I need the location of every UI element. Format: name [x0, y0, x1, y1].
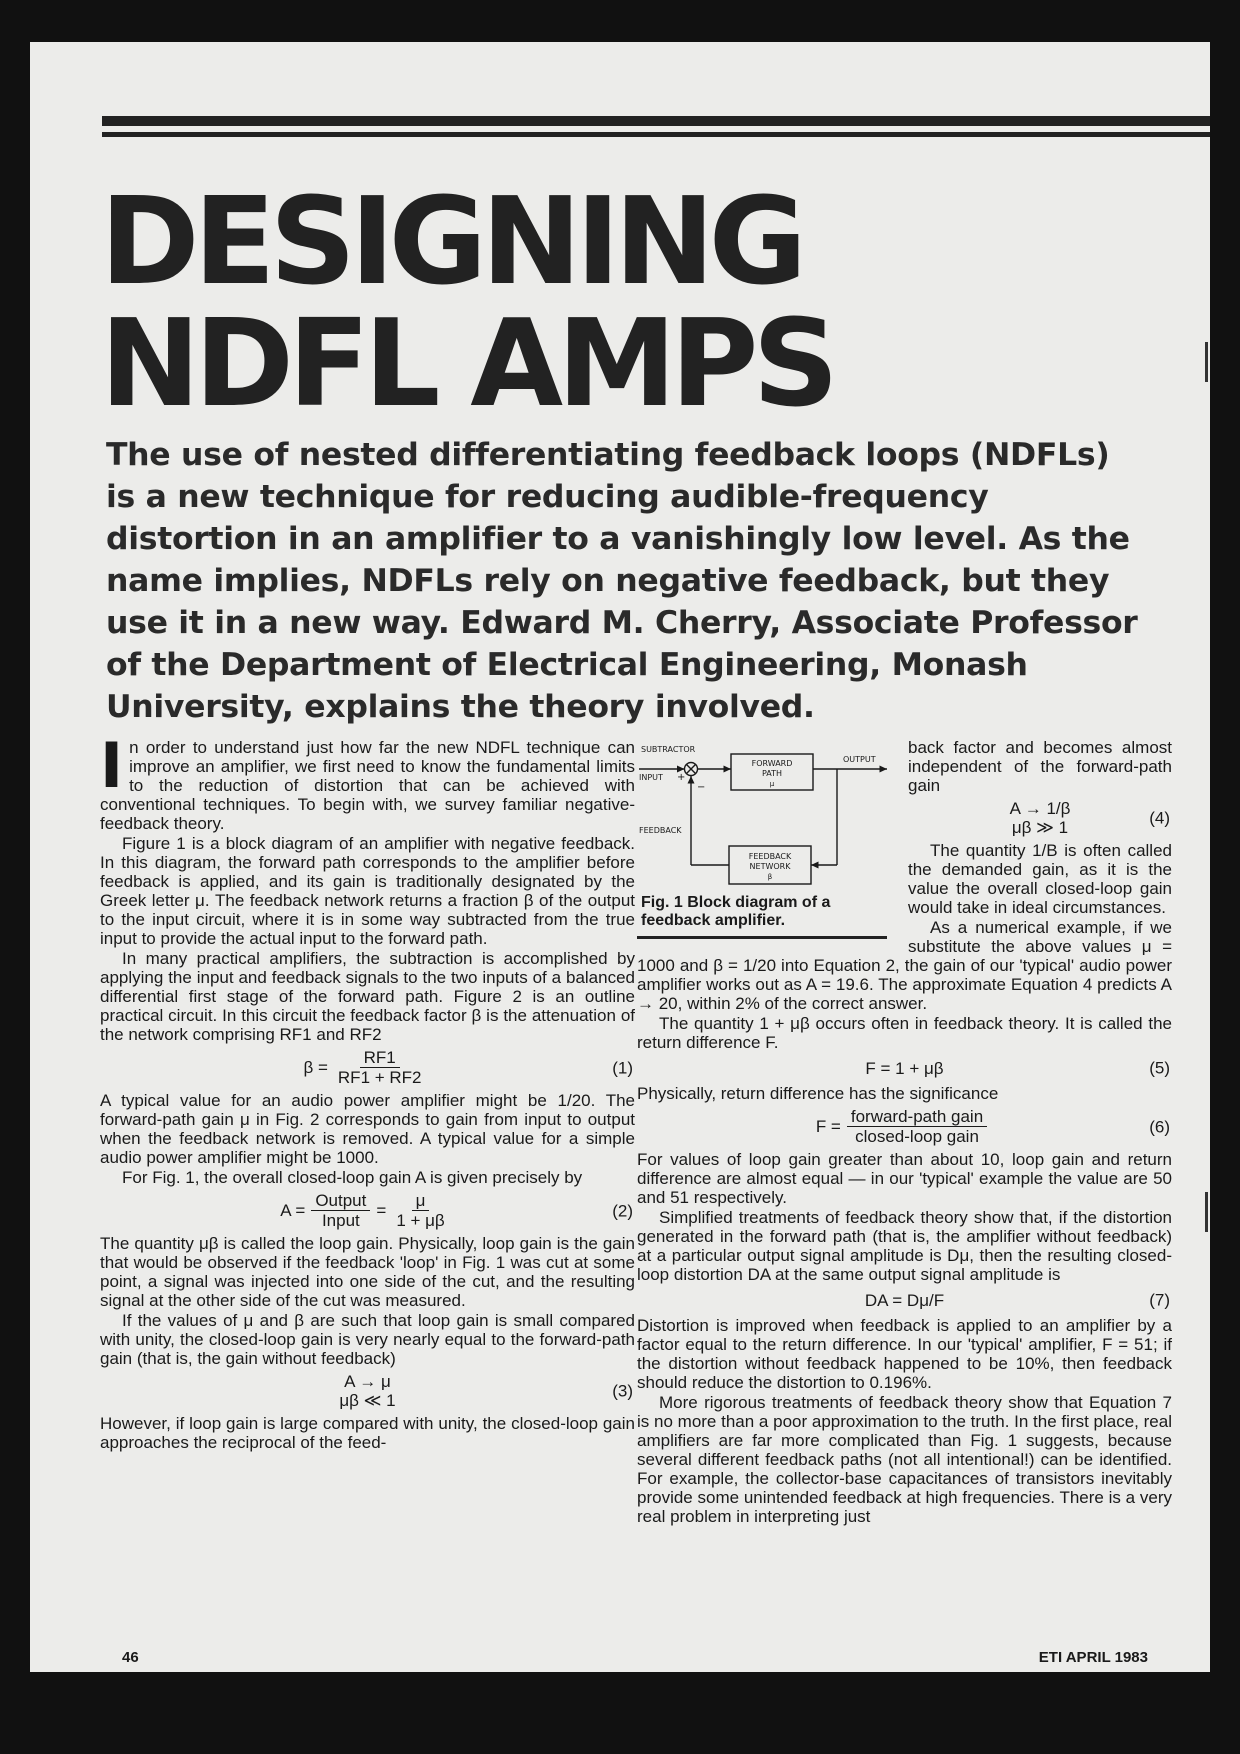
denominator: RF1 + RF2 — [337, 1068, 422, 1087]
eq-condition: μβ ≫ 1 — [1011, 818, 1069, 837]
fraction — [334, 1048, 426, 1087]
eq-lhs: A = — [280, 1201, 306, 1220]
block-diagram — [637, 738, 892, 888]
equation-7 — [637, 1288, 1172, 1312]
top-rule-thin — [102, 132, 1210, 137]
eq-line: DA = Dμ/F — [864, 1290, 945, 1310]
eq-condition: μβ ≪ 1 — [339, 1391, 396, 1410]
top-rule — [102, 116, 1210, 126]
paragraph-intro-text: n order to understand just how far the new NDFL technique can improve an amplifier, we first need to know the fundamental limits to the reduction of distortion that can be achieved with conventional techniques. To begin with, we survey familiar negative-feedback theory. — [100, 738, 635, 833]
paragraph: Physically, return difference has the significance — [637, 1084, 999, 1103]
output-label: OUTPUT — [843, 755, 876, 764]
fb-network-label-1: FEEDBACK — [748, 852, 792, 861]
equation-3 — [100, 1372, 635, 1410]
numerator: RF1 — [360, 1048, 400, 1068]
fraction — [311, 1191, 370, 1230]
mu-label: μ — [769, 780, 775, 788]
paragraph: If the values of μ and β are such that loop gain is small compared with unity, the closed-loop gain is very nearly equal to the forward-path gain (that is, the gain without feedback) — [100, 1311, 635, 1368]
path-label: PATH — [761, 769, 783, 778]
figure-caption: Fig. 1 Block diagram of a feedback amplifier. — [641, 894, 831, 929]
equation-number: (7) — [1149, 1290, 1170, 1310]
headline-line1: DESIGNING — [100, 173, 802, 312]
denominator: 1 + μβ — [396, 1211, 445, 1230]
denominator: closed-loop gain — [855, 1127, 979, 1146]
left-column — [100, 729, 635, 1453]
beta-label: β — [767, 873, 773, 881]
paragraph: The quantity 1 + μβ occurs often in feedback theory. It is called the return difference F. — [637, 1014, 1172, 1052]
paragraph: In many practical amplifiers, the subtraction is accomplished by applying the input and feedback signals to the two inputs of a balanced differential first stage of the forward path. Figure 2 is an outline practical circuit. In this circuit the feedback factor β is the attenuation of the network comprising RF1 and RF2 — [100, 949, 635, 1044]
denominator: Input — [321, 1211, 360, 1230]
fraction — [392, 1191, 448, 1230]
eq-line: A → 1/β — [1009, 799, 1071, 818]
caption-rule — [637, 936, 887, 939]
numerator: μ — [412, 1191, 430, 1211]
plus-sign: + — [677, 772, 686, 783]
drop-cap: I — [100, 729, 124, 802]
magazine-page — [30, 42, 1210, 1672]
equation-number: (1) — [612, 1058, 633, 1077]
equation-6 — [637, 1107, 1172, 1146]
equation-number: (6) — [1149, 1117, 1170, 1136]
paragraph: back factor and becomes almost independent of the forward-path gain — [908, 738, 1172, 795]
fraction — [847, 1107, 987, 1146]
figure-1 — [637, 738, 892, 939]
paragraph: For Fig. 1, the overall closed-loop gain A is given precisely by — [122, 1168, 583, 1187]
equation-5 — [637, 1056, 1172, 1080]
equation-4 — [908, 799, 1172, 837]
eq-equals: = — [376, 1201, 387, 1220]
forward-label: FORWARD — [751, 759, 793, 768]
headline-line2: NDFL AMPS — [100, 295, 833, 434]
paragraph: A typical value for an audio power amplifier might be 1/20. The forward-path gain μ in Fig. 2 corresponds to gain from input to output when the feedback network is removed. A typical value for a simple audio power amplifier might be 1000. — [100, 1091, 635, 1167]
equation-2 — [100, 1191, 635, 1230]
paragraph: However, if loop gain is large compared with unity, the closed-loop gain approaches the reciprocal of the feed- — [100, 1414, 635, 1452]
feedback-label: FEEDBACK — [639, 826, 682, 835]
numerator: forward-path gain — [847, 1107, 987, 1127]
input-label: INPUT — [639, 773, 663, 782]
paragraph: As a numerical example, if we substitute the above values μ = 1000 and β = 1/20 into Equation 2, the gain of our 'typical' audio power amplifier works out as A = 19.6. The approximate Equation 4 predicts A → 20, within 2% of the correct answer. — [637, 918, 1172, 1013]
eq-stack — [1010, 799, 1071, 837]
paragraph: More rigorous treatments of feedback theory show that Equation 7 is no more than a poor approximation to the truth. In the first place, real amplifiers are far more complicated than Fig. 1 suggests, because several different feedback paths (not all intentional!) can be identified. For example, the collector-base capacitances of transistors inevitably provide some unintended feedback at high frequencies. There is a very real problem in interpreting just — [637, 1393, 1172, 1526]
right-column — [637, 738, 1172, 1527]
eq-stack — [339, 1372, 395, 1410]
paragraph: The quantity μβ is called the loop gain. Physically, loop gain is the gain that would be observed if the feedback 'loop' in Fig. 1 was cut at some point, a signal was injected into one side of the cut, and the resulting signal at the other side of the cut was measured. — [100, 1234, 635, 1310]
paragraph: The quantity 1/B is often called the demanded gain, as it is the value the overall closed-loop gain would take in ideal circumstances. — [908, 841, 1172, 917]
fb-network-label-2: NETWORK — [749, 862, 791, 871]
paragraph: Distortion is improved when feedback is applied to an amplifier by a factor equal to the return difference. In our 'typical' amplifier, F = 51; if the distortion without feedback happened to be 10%, then feedback should reduce the distortion to 0.196%. — [637, 1316, 1172, 1392]
eq-line: F = 1 + μβ — [865, 1058, 944, 1078]
equation-number: (2) — [612, 1201, 633, 1220]
minus-sign: − — [697, 782, 706, 793]
issue-label: ETI APRIL 1983 — [1038, 1649, 1148, 1666]
numerator: Output — [311, 1191, 370, 1211]
eq-lhs: β = — [303, 1058, 328, 1077]
equation-1 — [100, 1048, 635, 1087]
paragraph-intro — [100, 729, 635, 833]
paragraph: Simplified treatments of feedback theory show that, if the distortion generated in the forward path (that is, the amplifier without feedback) at a particular output signal amplitude is Dμ, then the resulting closed-loop distortion DA at the same output signal amplitude is — [637, 1208, 1172, 1284]
equation-number: (4) — [1149, 808, 1170, 828]
eq-lhs: F = — [815, 1117, 841, 1136]
eq-line: A → μ — [344, 1372, 391, 1391]
edge-mark — [1205, 342, 1208, 382]
paragraph: Figure 1 is a block diagram of an amplifier with negative feedback. In this diagram, the forward path corresponds to the amplifier before feedback is applied, and its gain is traditionally designated by the Greek letter μ. The feedback network returns a fraction β of the output to the input circuit, where it is in some way subtracted from the true input to provide the actual input to the forward path. — [100, 834, 635, 948]
edge-mark — [1205, 1192, 1208, 1232]
standfirst: The use of nested differentiating feedback loops (NDFLs) is a new technique for reducing audible-frequency distortion in an amplifier to a vanishingly low level. As the name implies, NDFLs rely on negative feedback, but they use it in a new way. Edward M. Cherry, Associate Professor of the Department of Electrical Engineering, Monash University, explains the theory involved. — [106, 437, 1138, 725]
subtractor-label: SUBTRACTOR — [641, 745, 696, 754]
paragraph: For values of loop gain greater than about 10, loop gain and return difference are almost equal — in our 'typical' example the value are 50 and 51 respectively. — [637, 1150, 1172, 1207]
equation-number: (3) — [612, 1381, 633, 1401]
page-number: 46 — [122, 1649, 139, 1666]
headline — [100, 173, 833, 434]
equation-number: (5) — [1149, 1058, 1170, 1078]
